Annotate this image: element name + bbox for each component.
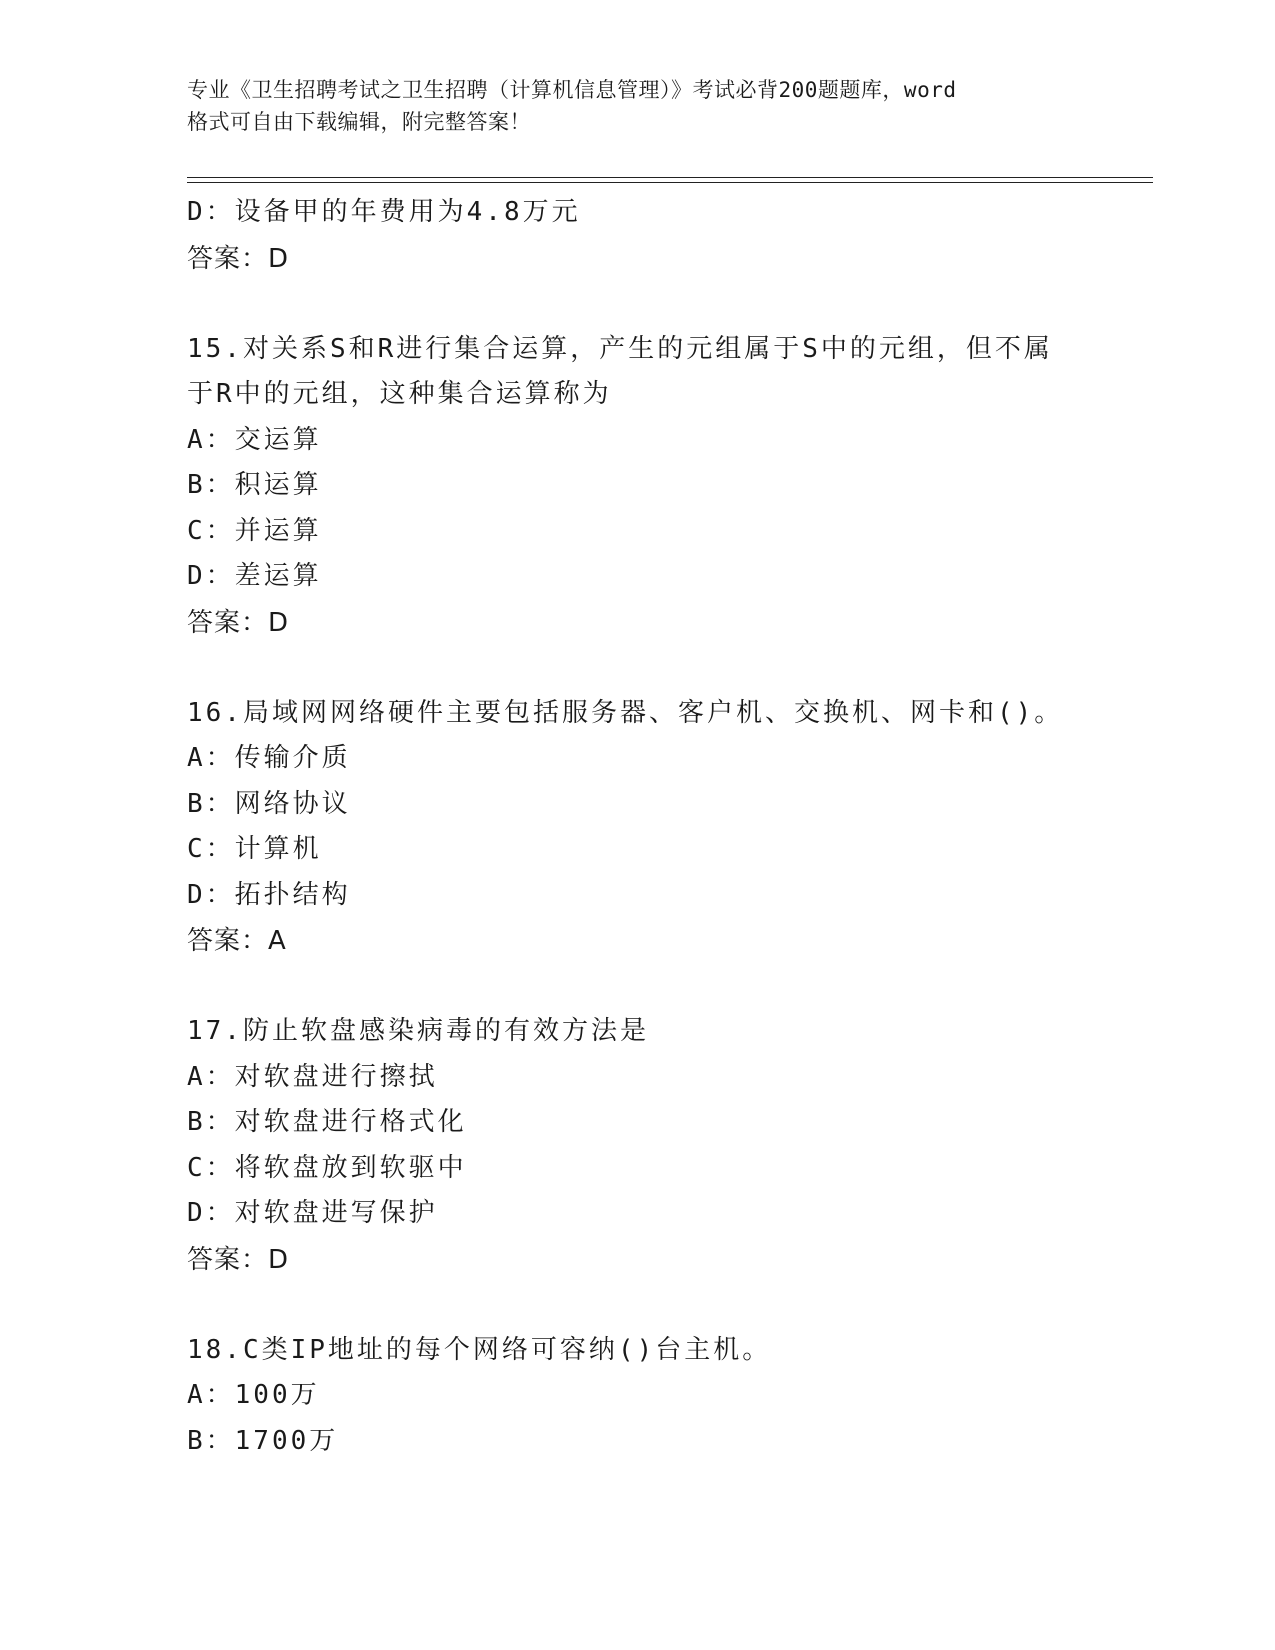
answer-line: 答案：D: [187, 243, 290, 274]
option-c: C：计算机: [187, 834, 322, 864]
question-17: [187, 1009, 1087, 1283]
header-divider-bottom: [187, 182, 1153, 183]
option-b: B：网络协议: [187, 788, 351, 819]
question-stem: 18.C类IP地址的每个网络可容纳()台主机。: [187, 1334, 772, 1365]
question-list: [187, 190, 1087, 1464]
option-d: D：拓扑结构: [187, 879, 351, 910]
question-stem: 16.局域网网络硬件主要包括服务器、客户机、交换机、网卡和()。: [187, 697, 1064, 728]
option-b: B：对软盘进行格式化: [187, 1107, 467, 1137]
answer-line: 答案：D: [187, 1244, 290, 1275]
answer-line: 答案：A: [187, 926, 287, 956]
option-b: B：积运算: [187, 470, 322, 500]
header-line-2: 格式可自由下载编辑，附完整答案！: [187, 110, 531, 134]
option-c: C：并运算: [187, 515, 322, 546]
question-18: [187, 1328, 1087, 1465]
option-a: A：传输介质: [187, 743, 351, 773]
option-c: C：将软盘放到软驱中: [187, 1152, 467, 1183]
question-16: [187, 691, 1087, 965]
option-b: B：1700万: [187, 1425, 339, 1456]
document-header: [187, 74, 1107, 138]
option-d: D：差运算: [187, 561, 322, 591]
option-d: D：设备甲的年费用为4.8万元: [187, 197, 581, 227]
question-stem: 17.防止软盘感染病毒的有效方法是: [187, 1016, 649, 1046]
question-stem: 15.对关系S和R进行集合运算，产生的元组属于S中的元组，但不属: [187, 333, 1053, 364]
question-15: [187, 327, 1087, 646]
header-divider-top: [187, 177, 1153, 178]
option-a: A：100万: [187, 1380, 320, 1410]
option-a: A：交运算: [187, 424, 322, 455]
option-d: D：对软盘进写保护: [187, 1198, 438, 1228]
header-line-1: 专业《卫生招聘考试之卫生招聘（计算机信息管理）》考试必背200题题库，word: [187, 78, 957, 102]
question-stem-continued: 于R中的元组，这种集合运算称为: [187, 379, 612, 409]
option-a: A：对软盘进行擦拭: [187, 1061, 438, 1092]
answer-line: 答案：D: [187, 607, 290, 638]
